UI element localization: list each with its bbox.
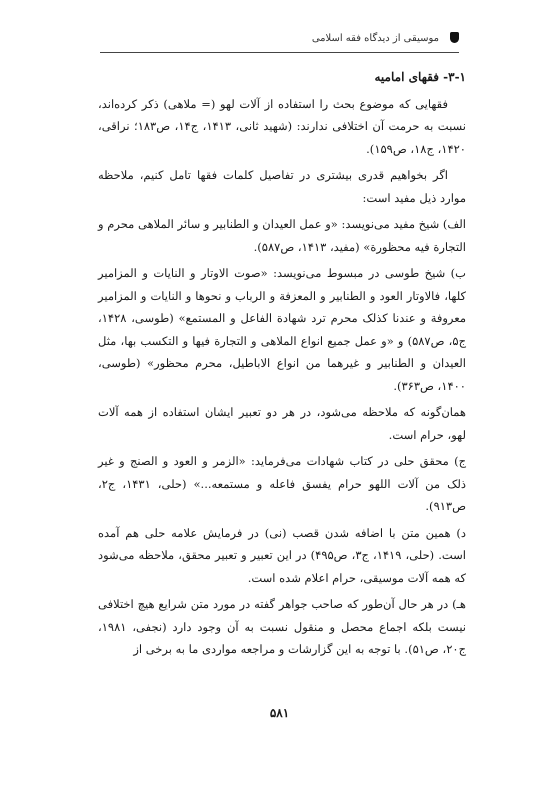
paragraph: فقهایی که موضوع بحث را استفاده از آلات لهو (= ملاهی) ذکر کرده‌اند، نسبت به حرمت آن اختلافی ندارند: (شهید ثانی، ۱۴۱۳، ج۱۴، ص۱۸۳؛ نراقی، ۱۴۲۰، ج۱۸، ص۱۵۹). xyxy=(98,96,466,156)
page-number: ۵۸۱ xyxy=(269,706,290,720)
bookmark-icon xyxy=(450,32,459,43)
running-header-title: موسیقی از دیدگاه فقه اسلامی xyxy=(311,33,439,44)
section-heading: ۳-۱- فقهای امامیه xyxy=(374,70,466,84)
paragraph: اگر بخواهیم قدری بیشتری در تفاصیل کلمات فقها تامل کنیم، ملاحظه موارد ذیل مفید است: xyxy=(98,168,466,205)
paragraph: ب) شیخ طوسی در مبسوط می‌نویسد: «صوت الاوتار و النایات و المزامیر کلها، فالاوتار العود و الطنابیر و المعزفة و الرباب و نحوها و النایات و المزامیر معروفة و عندنا کذلک محرم ترد شهادة الفاعل و المستمع» (طوسی، ۱۴۲۸، ج۵، ص۵۸۷) و «و عمل جمیع انواع الملاهی و التجارة فیها و التکسب بها، مثل العیدان و الطنابیر و غیرهما من انواع الاباطیل، محرم محظور» (طوسی، ۱۴۰۰، ص۳۶۳). xyxy=(98,266,466,393)
running-header xyxy=(100,30,459,53)
paragraph: د) همین متن با اضافه شدن قصب (نی) در فرمایش علامه حلی هم آمده است. (حلی، ۱۴۱۹، ج۳، ص۴۹۵) در این تعبیر و تعبیر محقق، ملاحظه می‌شود که همه آلات موسیقی، حرام اعلام شده است. xyxy=(98,525,466,585)
paragraph: ج) محقق حلی در کتاب شهادات می‌فرماید: «الزمر و العود و الصنج و غیر ذلک من آلات اللهو حرام یفسق فاعله و مستمعه...» (حلی، ۱۴۳۱، ج۲، ص۹۱۳). xyxy=(98,454,466,513)
paragraph: هـ) در هر حال آن‌طور که صاحب جواهر گفته در مورد متن شرایع هیچ اختلافی نیست بلکه اجماع محصل و منقول نسبت به آن وجود دارد (نجفی، ۱۹۸۱، ج۲۰، ص۵۱). با توجه به این گزارشات و مراجعه مواردی ما به برخی از xyxy=(98,597,466,656)
paragraph: الف) شیخ مفید می‌نویسد: «و عمل العیدان و الطنابیر و سائر الملاهی محرم و التجارة فیه محظورة» (مفید، ۱۴۱۳، ص۵۸۷). xyxy=(98,217,466,254)
paragraph: همان‌گونه که ملاحظه می‌شود، در هر دو تعبیر ایشان استفاده از همه آلات لهو، حرام است. xyxy=(98,405,466,442)
body-text xyxy=(98,66,466,665)
